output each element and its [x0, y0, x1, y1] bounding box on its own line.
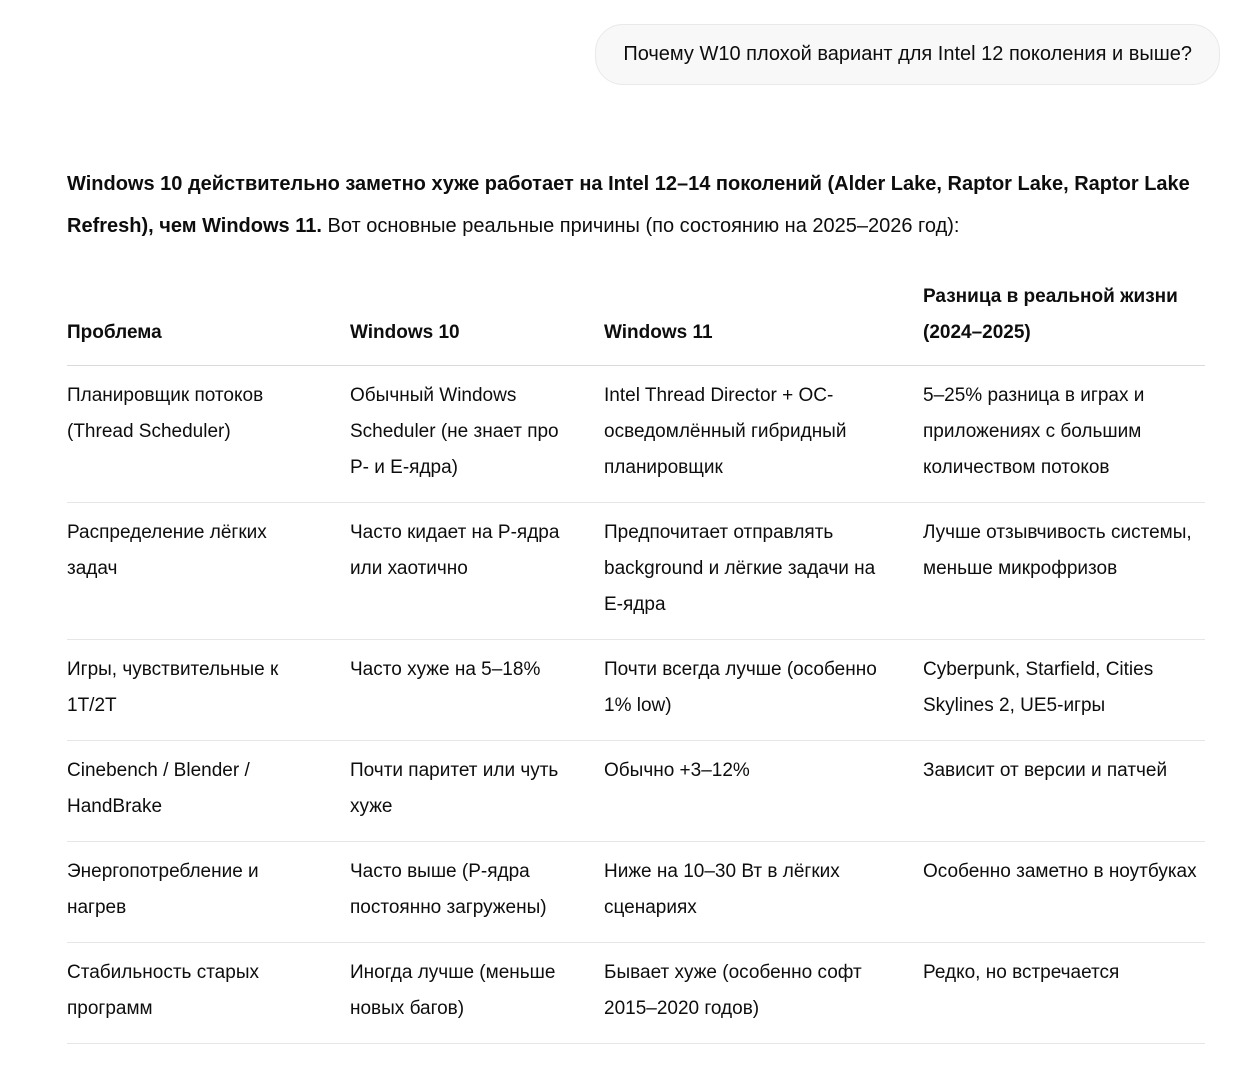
table-cell: Бывает хуже (особенно софт 2015–2020 годов) — [604, 962, 862, 1019]
table-cell: Почти всегда лучше (особенно 1% low) — [604, 659, 877, 716]
column-header-problem: Проблема — [67, 322, 162, 343]
column-header-real-life-difference: Разница в реальной жизни (2024–2025) — [923, 286, 1178, 343]
table-cell: 5–25% разница в играх и приложениях с большим количеством потоков — [923, 385, 1145, 478]
table-cell: Cinebench / Blender / HandBrake — [67, 760, 250, 817]
table-body — [67, 366, 1205, 1044]
column-header-windows11: Windows 11 — [604, 322, 713, 343]
table-cell: Энергопотребление и нагрев — [67, 861, 259, 918]
table-cell: Иногда лучше (меньше новых багов) — [350, 962, 556, 1019]
table-cell: Почти паритет или чуть хуже — [350, 760, 559, 817]
table-cell: Распределение лёгких задач — [67, 522, 267, 579]
assistant-intro-bold: Windows 10 действительно заметно хуже работает на Intel 12–14 поколений (Alder Lake, Raptor Lake, Raptor Lake Refresh), чем Windows 11. — [67, 173, 1190, 237]
table-cell: Часто кидает на P-ядра или хаотично — [350, 522, 560, 579]
table-cell: Лучше отзывчивость системы, меньше микрофризов — [923, 522, 1192, 579]
table-cell: Зависит от версии и патчей — [923, 760, 1168, 781]
assistant-intro-paragraph — [67, 163, 1205, 247]
table-cell: Редко, но встречается — [923, 962, 1120, 983]
table-cell: Предпочитает отправлять background и лёгкие задачи на E-ядра — [604, 522, 876, 615]
table-row — [67, 943, 1205, 1044]
table-cell: Обычный Windows Scheduler (не знает про P- и E-ядра) — [350, 385, 559, 478]
table-row — [67, 842, 1205, 943]
user-message-text: Почему W10 плохой вариант для Intel 12 поколения и выше? — [623, 43, 1192, 65]
table-head — [67, 263, 1205, 366]
user-message-bubble[interactable] — [595, 24, 1220, 85]
user-message-row — [0, 0, 1242, 85]
table-row — [67, 640, 1205, 741]
table-cell: Планировщик потоков (Thread Scheduler) — [67, 385, 264, 442]
column-header-windows10: Windows 10 — [350, 322, 460, 343]
table-row — [67, 366, 1205, 503]
table-cell: Cyberpunk, Starfield, Cities Skylines 2, UE5-игры — [923, 659, 1154, 716]
assistant-intro-rest: Вот основные реальные причины (по состоянию на 2025–2026 год): — [321, 215, 960, 237]
table-row — [67, 741, 1205, 842]
comparison-table — [67, 263, 1205, 1044]
table-cell: Особенно заметно в ноутбуках — [923, 861, 1197, 882]
table-cell: Стабильность старых программ — [67, 962, 259, 1019]
table-row — [67, 503, 1205, 640]
table-cell: Обычно +3–12% — [604, 760, 750, 781]
table-cell: Часто хуже на 5–18% — [350, 659, 541, 680]
table-cell: Ниже на 10–30 Вт в лёгких сценариях — [604, 861, 840, 918]
table-header-row — [67, 263, 1205, 366]
table-cell: Часто выше (P-ядра постоянно загружены) — [350, 861, 547, 918]
table-cell: Игры, чувствительные к 1T/2T — [67, 659, 279, 716]
assistant-message — [67, 163, 1205, 1044]
table-cell: Intel Thread Director + ОС-осведомлённый гибридный планировщик — [604, 385, 847, 478]
